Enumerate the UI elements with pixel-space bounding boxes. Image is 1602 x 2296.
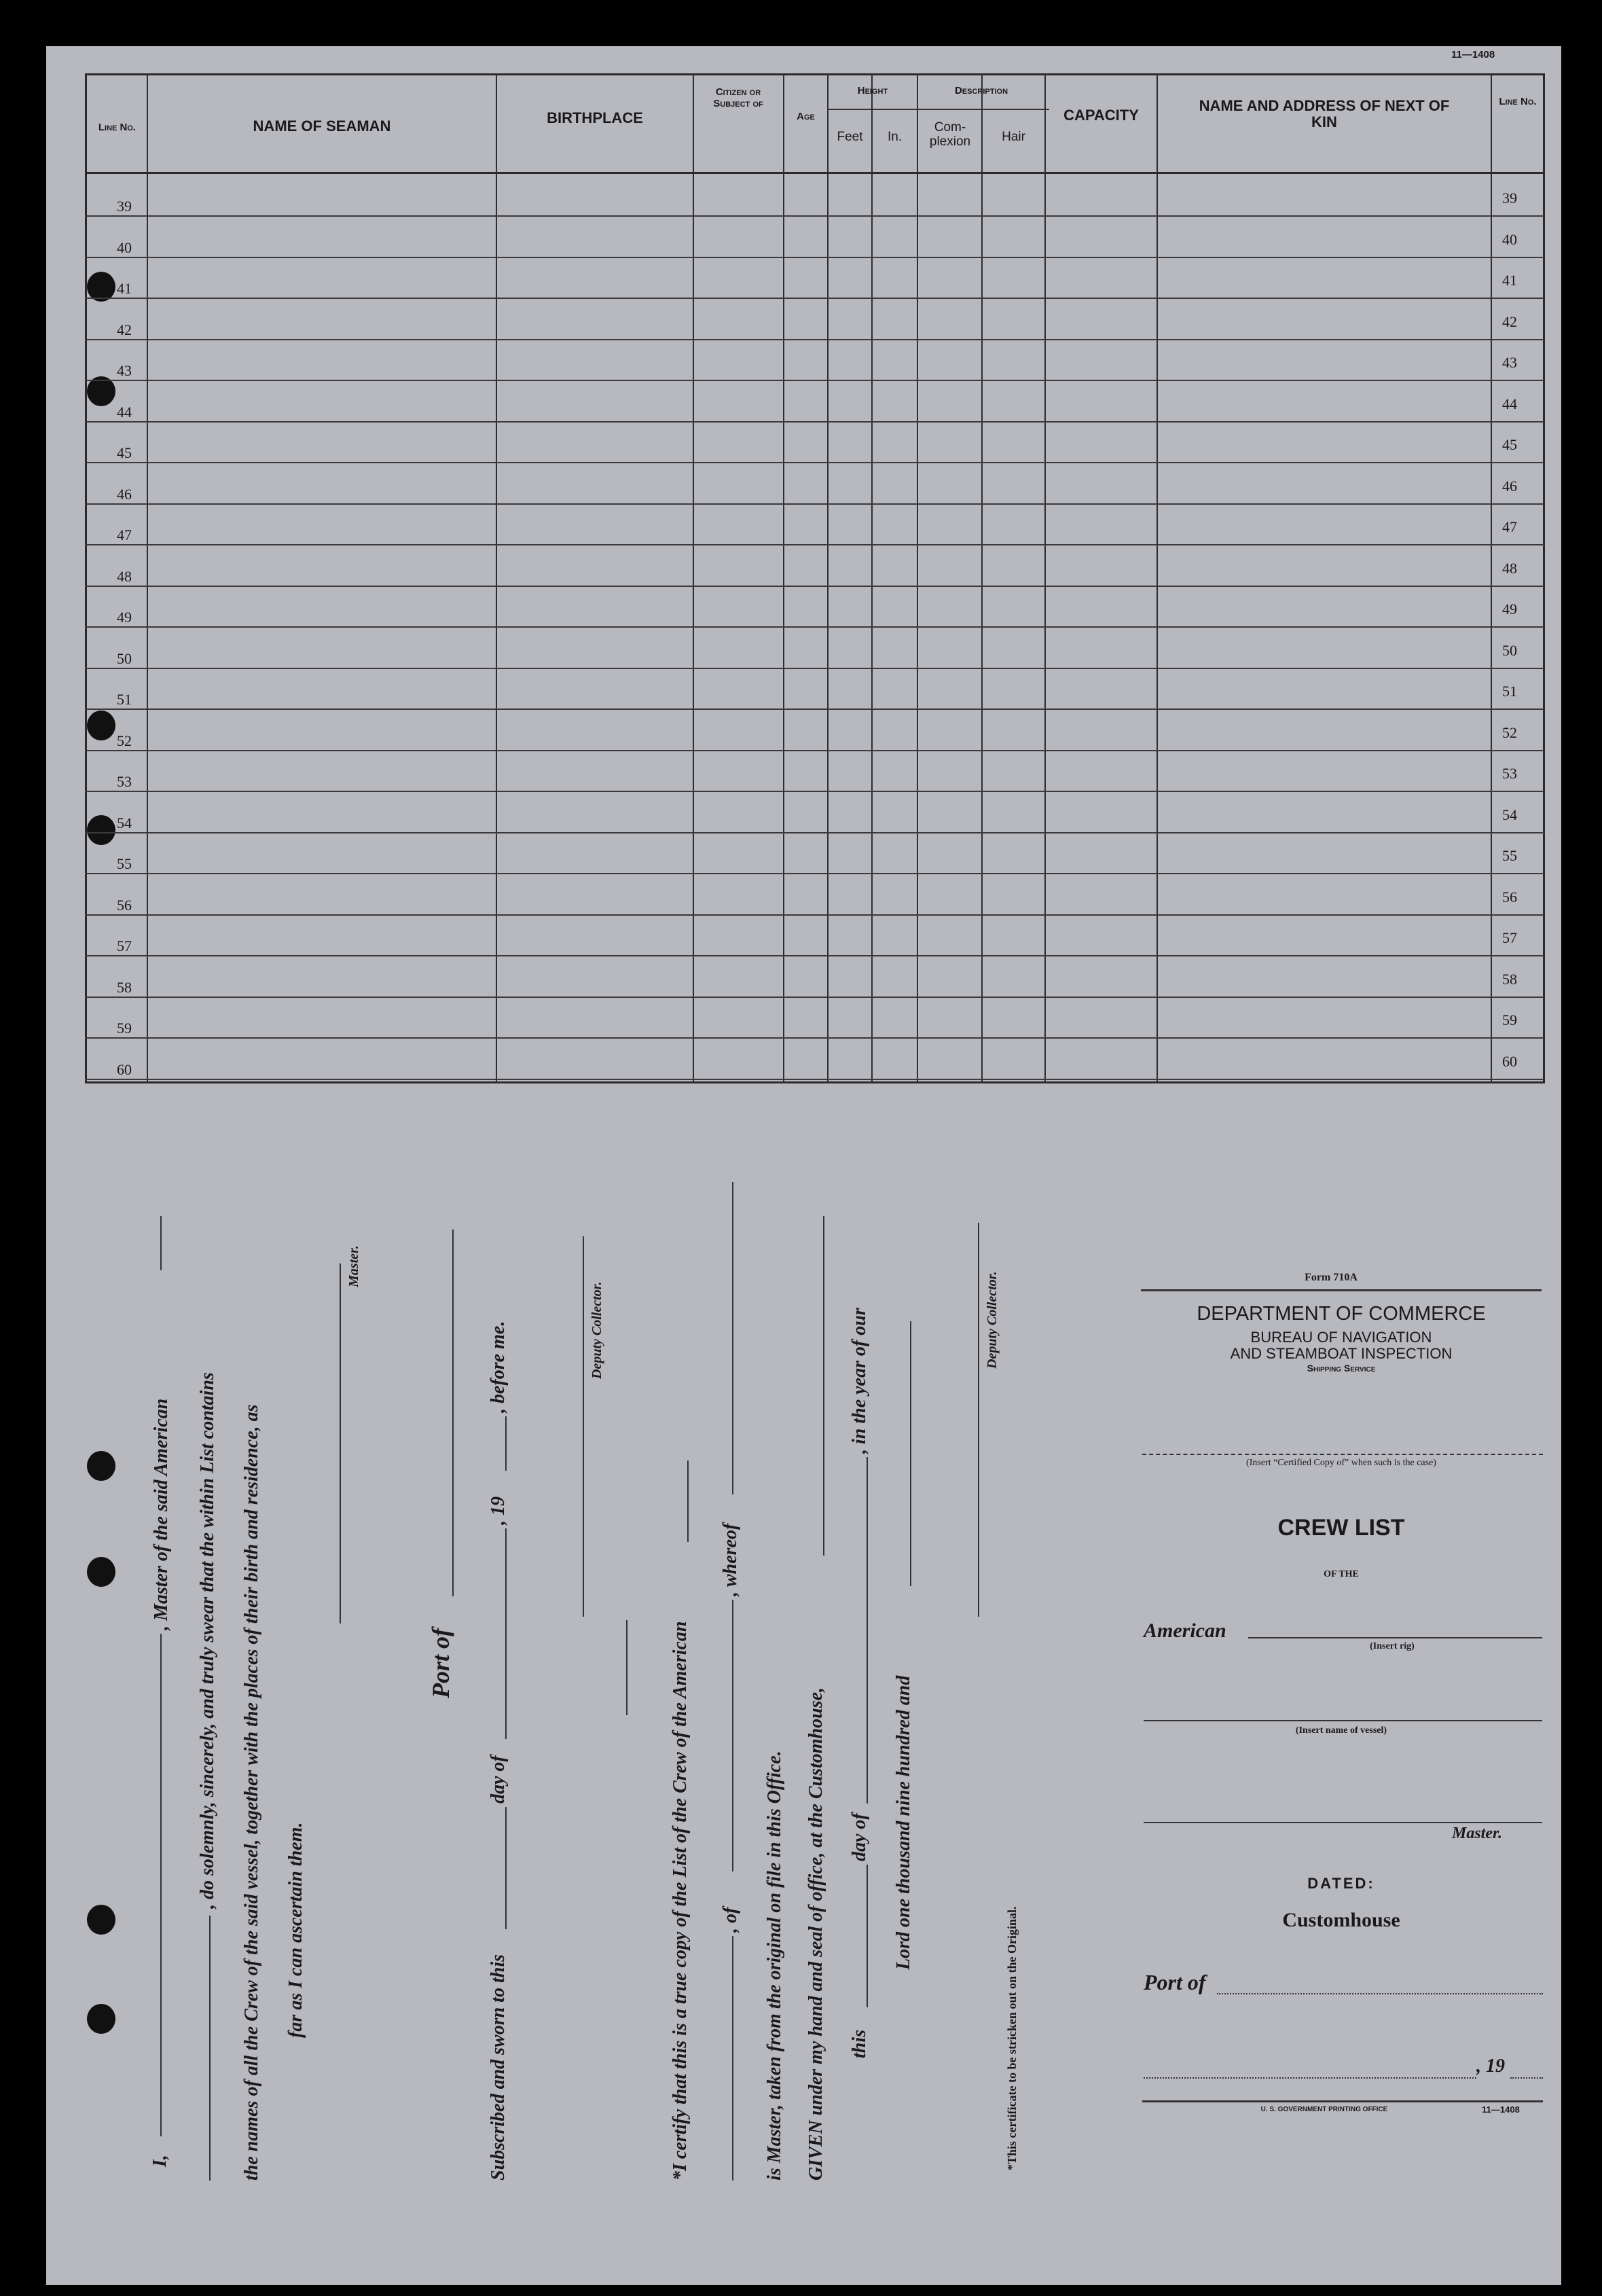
header-citizen: Citizen or Subject of: [713, 86, 763, 109]
left-line-number: 49: [117, 609, 132, 626]
certify-d: is Master, taken from the original on file in this Office.: [764, 1751, 785, 2181]
master-signature-label: Master.: [346, 1245, 361, 1287]
bureau-line-2: AND STEAMBOAT INSPECTION: [1230, 1345, 1453, 1362]
row-line: [85, 298, 1545, 299]
row-line: [85, 873, 1545, 874]
right-line-number: 51: [1502, 683, 1517, 700]
rig-line: [1248, 1637, 1542, 1638]
oath-line-3: the names of all the Crew of the said vessel, together with the places of their birth and residence, as: [241, 1404, 262, 2181]
row-line: [85, 626, 1545, 628]
cover-port-line: [1217, 1993, 1543, 1995]
deputy-signature-line-2: [978, 1223, 979, 1617]
printer-credit: U. S. GOVERNMENT PRINTING OFFICE: [1260, 2106, 1388, 2113]
certify-blank-port: [732, 1600, 733, 1871]
header-birthplace: BIRTHPLACE: [547, 109, 643, 126]
header-line-no-right: Line No.: [1499, 96, 1537, 107]
col-divider: [917, 73, 918, 1083]
right-line-number: 50: [1502, 642, 1517, 659]
subscribed-a: Subscribed and sworn to this: [488, 1954, 509, 2181]
of-the-label: OF THE: [1324, 1569, 1359, 1579]
left-line-number: 60: [117, 1061, 132, 1078]
right-line-number: 59: [1502, 1011, 1517, 1028]
row-line: [85, 955, 1545, 956]
punch-hole: [87, 1905, 115, 1935]
oath-line-2: , do solemnly, sincerely, and truly swear that the within List contains: [197, 1372, 218, 1909]
cover-master-label: Master.: [1452, 1825, 1503, 1842]
subscribed-blank-day: [505, 1807, 507, 1929]
insert-name-note: (Insert name of vessel): [1295, 1725, 1387, 1736]
subscribed-d: , before me.: [488, 1321, 509, 1413]
certificate-footnote: *This certificate to be stricken out on the Original.: [1005, 1906, 1019, 2170]
certify-b: , of: [720, 1907, 741, 1933]
row-line: [85, 544, 1545, 545]
certify-blank-master: [732, 1182, 733, 1494]
right-line-number: 46: [1502, 478, 1517, 495]
header-description: Description: [954, 85, 1008, 96]
row-line: [85, 791, 1545, 792]
oath-blank-vessel: [160, 1216, 162, 1270]
right-line-number: 43: [1502, 354, 1517, 371]
left-line-number: 59: [117, 1020, 132, 1037]
oath-line-4: far as I can ascertain them.: [285, 1822, 306, 2038]
right-line-number: 58: [1502, 971, 1517, 988]
department-title: DEPARTMENT OF COMMERCE: [1197, 1303, 1486, 1325]
given-blank-port: [823, 1216, 824, 1556]
row-line: [85, 257, 1545, 258]
given-d: , in the year of our: [849, 1308, 870, 1454]
certified-copy-line: [1142, 1454, 1543, 1456]
subheader-rule: [827, 109, 1049, 110]
left-line-number: 52: [117, 732, 132, 749]
left-line-number: 57: [117, 937, 132, 954]
right-line-number: 60: [1502, 1053, 1517, 1070]
deputy-collector-1: Deputy Collector.: [589, 1281, 604, 1379]
row-line: [85, 997, 1545, 998]
row-line: [85, 339, 1545, 340]
oath-blank-line2: [209, 1916, 211, 2181]
col-divider: [496, 73, 497, 1083]
header-capacity: CAPACITY: [1063, 107, 1139, 124]
left-line-number: 53: [117, 773, 132, 790]
certify-c: , whereof: [720, 1523, 741, 1596]
given-c: day of: [849, 1813, 870, 1861]
col-divider: [147, 73, 148, 1083]
right-line-number: 40: [1502, 231, 1517, 248]
cover-rule-bottom: [1142, 2100, 1543, 2102]
subscribed-b: day of: [488, 1755, 509, 1804]
right-line-number: 47: [1502, 518, 1517, 535]
right-line-number: 55: [1502, 847, 1517, 864]
given-blank-month: [867, 1457, 868, 1804]
left-line-number: 54: [117, 814, 132, 831]
right-line-number: 48: [1502, 560, 1517, 577]
left-line-number: 58: [117, 979, 132, 996]
left-line-number: 40: [117, 239, 132, 256]
form-code-top: 11—1408: [1451, 49, 1495, 60]
col-divider: [871, 73, 873, 1083]
certify-blank-vessel: [687, 1460, 689, 1542]
row-line: [85, 503, 1545, 505]
col-divider: [827, 73, 829, 1083]
divider-short: [626, 1620, 627, 1715]
american-label: American: [1144, 1619, 1226, 1642]
right-line-number: 41: [1502, 272, 1517, 289]
customhouse-label: Customhouse: [1282, 1909, 1400, 1931]
dated-label: DATED:: [1307, 1875, 1375, 1892]
left-line-number: 45: [117, 444, 132, 461]
vessel-name-line: [1144, 1720, 1542, 1721]
right-line-number: 53: [1502, 765, 1517, 782]
crew-list-title: CREW LIST: [1277, 1515, 1405, 1541]
subscribed-blank-month: [505, 1528, 507, 1739]
header-next-of-kin: NAME AND ADDRESS OF NEXT OF KIN: [1199, 97, 1450, 131]
punch-hole: [87, 2004, 115, 2034]
subscribed-blank-year: [505, 1416, 507, 1471]
bureau-line-1: BUREAU OF NAVIGATION: [1250, 1329, 1432, 1346]
left-line-number: 55: [117, 855, 132, 872]
cover-year-line: [1510, 2077, 1543, 2079]
form-number: Form 710A: [1305, 1272, 1358, 1283]
port-of-blank: [452, 1230, 454, 1596]
row-line: [85, 668, 1545, 669]
cover-port-of-label: Port of: [1144, 1970, 1206, 1994]
right-line-number: 45: [1502, 436, 1517, 453]
subscribed-c: , 19: [488, 1496, 509, 1525]
right-line-number: 49: [1502, 600, 1517, 617]
row-line: [85, 380, 1545, 381]
col-divider: [981, 73, 983, 1083]
row-line: [85, 215, 1545, 217]
oath-line-1b: , Master of the said American: [151, 1398, 172, 1630]
header-bottom-rule: [85, 172, 1545, 174]
col-divider: [783, 73, 784, 1083]
header-height: Height: [857, 85, 888, 96]
row-line: [85, 1037, 1545, 1039]
row-line: [85, 708, 1545, 710]
right-line-number: 56: [1502, 889, 1517, 905]
shipping-service: Shipping Service: [1307, 1363, 1376, 1374]
left-line-number: 44: [117, 403, 132, 420]
right-line-number: 42: [1502, 313, 1517, 330]
col-divider: [693, 73, 694, 1083]
lord-line: Lord one thousand nine hundred and: [893, 1675, 914, 1970]
left-line-number: 43: [117, 362, 132, 379]
col-divider: [1491, 73, 1492, 1083]
left-line-number: 47: [117, 526, 132, 543]
header-in: In.: [887, 130, 903, 144]
given-blank-day: [867, 1865, 868, 2007]
row-line: [85, 421, 1545, 423]
left-line-number: 48: [117, 568, 132, 585]
right-line-number: 57: [1502, 929, 1517, 946]
header-age: Age: [797, 111, 815, 122]
left-line-number: 46: [117, 486, 132, 503]
deputy-collector-2: Deputy Collector.: [985, 1271, 1000, 1369]
punch-hole: [87, 1451, 115, 1481]
header-line-no-left: Line No.: [98, 122, 136, 133]
header-complexion: Com-plexion: [929, 120, 971, 149]
right-line-number: 54: [1502, 806, 1517, 823]
insert-rig-note: (Insert rig): [1370, 1641, 1415, 1651]
row-line: [85, 462, 1545, 463]
right-line-number: 44: [1502, 395, 1517, 412]
left-line-number: 56: [117, 897, 132, 914]
left-line-number: 41: [117, 280, 132, 297]
certify-a: *I certify that this is a true copy of the List of the Crew of the American: [670, 1621, 691, 2181]
master-signature-line: [340, 1263, 341, 1624]
oath-line-1a: I,: [149, 2155, 170, 2167]
header-name-of-seaman: NAME OF SEAMAN: [253, 118, 391, 134]
left-line-number: 42: [117, 321, 132, 338]
given-a: GIVEN under my hand and seal of office, at the Customhouse,: [805, 1687, 826, 2181]
form-code-bottom: 11—1408: [1482, 2104, 1520, 2115]
cover-year-label: , 19: [1476, 2056, 1505, 2077]
col-divider: [1157, 73, 1158, 1083]
row-line: [85, 914, 1545, 916]
given-b: this: [849, 2029, 870, 2058]
deputy-signature-line-1: [583, 1236, 584, 1617]
certify-blank-name: [732, 1936, 733, 2181]
row-line: [85, 832, 1545, 833]
insert-certified-note: (Insert “Certified Copy of” when such is the case): [1246, 1458, 1436, 1468]
oath-blank-name: [160, 1634, 162, 2136]
crew-table: [85, 73, 1545, 1083]
left-line-number: 51: [117, 691, 132, 708]
master-name-line: [1144, 1822, 1542, 1823]
row-line: [85, 750, 1545, 751]
lord-blank: [910, 1321, 911, 1586]
header-hair: Hair: [1002, 130, 1025, 144]
col-divider: [1044, 73, 1046, 1083]
punch-hole: [87, 1557, 115, 1587]
row-line: [85, 586, 1545, 587]
header-feet: Feet: [837, 130, 863, 144]
row-line: [85, 1079, 1545, 1080]
cover-rule-top: [1141, 1289, 1542, 1291]
left-line-number: 50: [117, 650, 132, 667]
cover-date-line: [1144, 2077, 1476, 2079]
right-line-number: 52: [1502, 724, 1517, 741]
right-line-number: 39: [1502, 190, 1517, 207]
left-line-number: 39: [117, 198, 132, 215]
port-of-label: Port of: [427, 1628, 454, 1698]
